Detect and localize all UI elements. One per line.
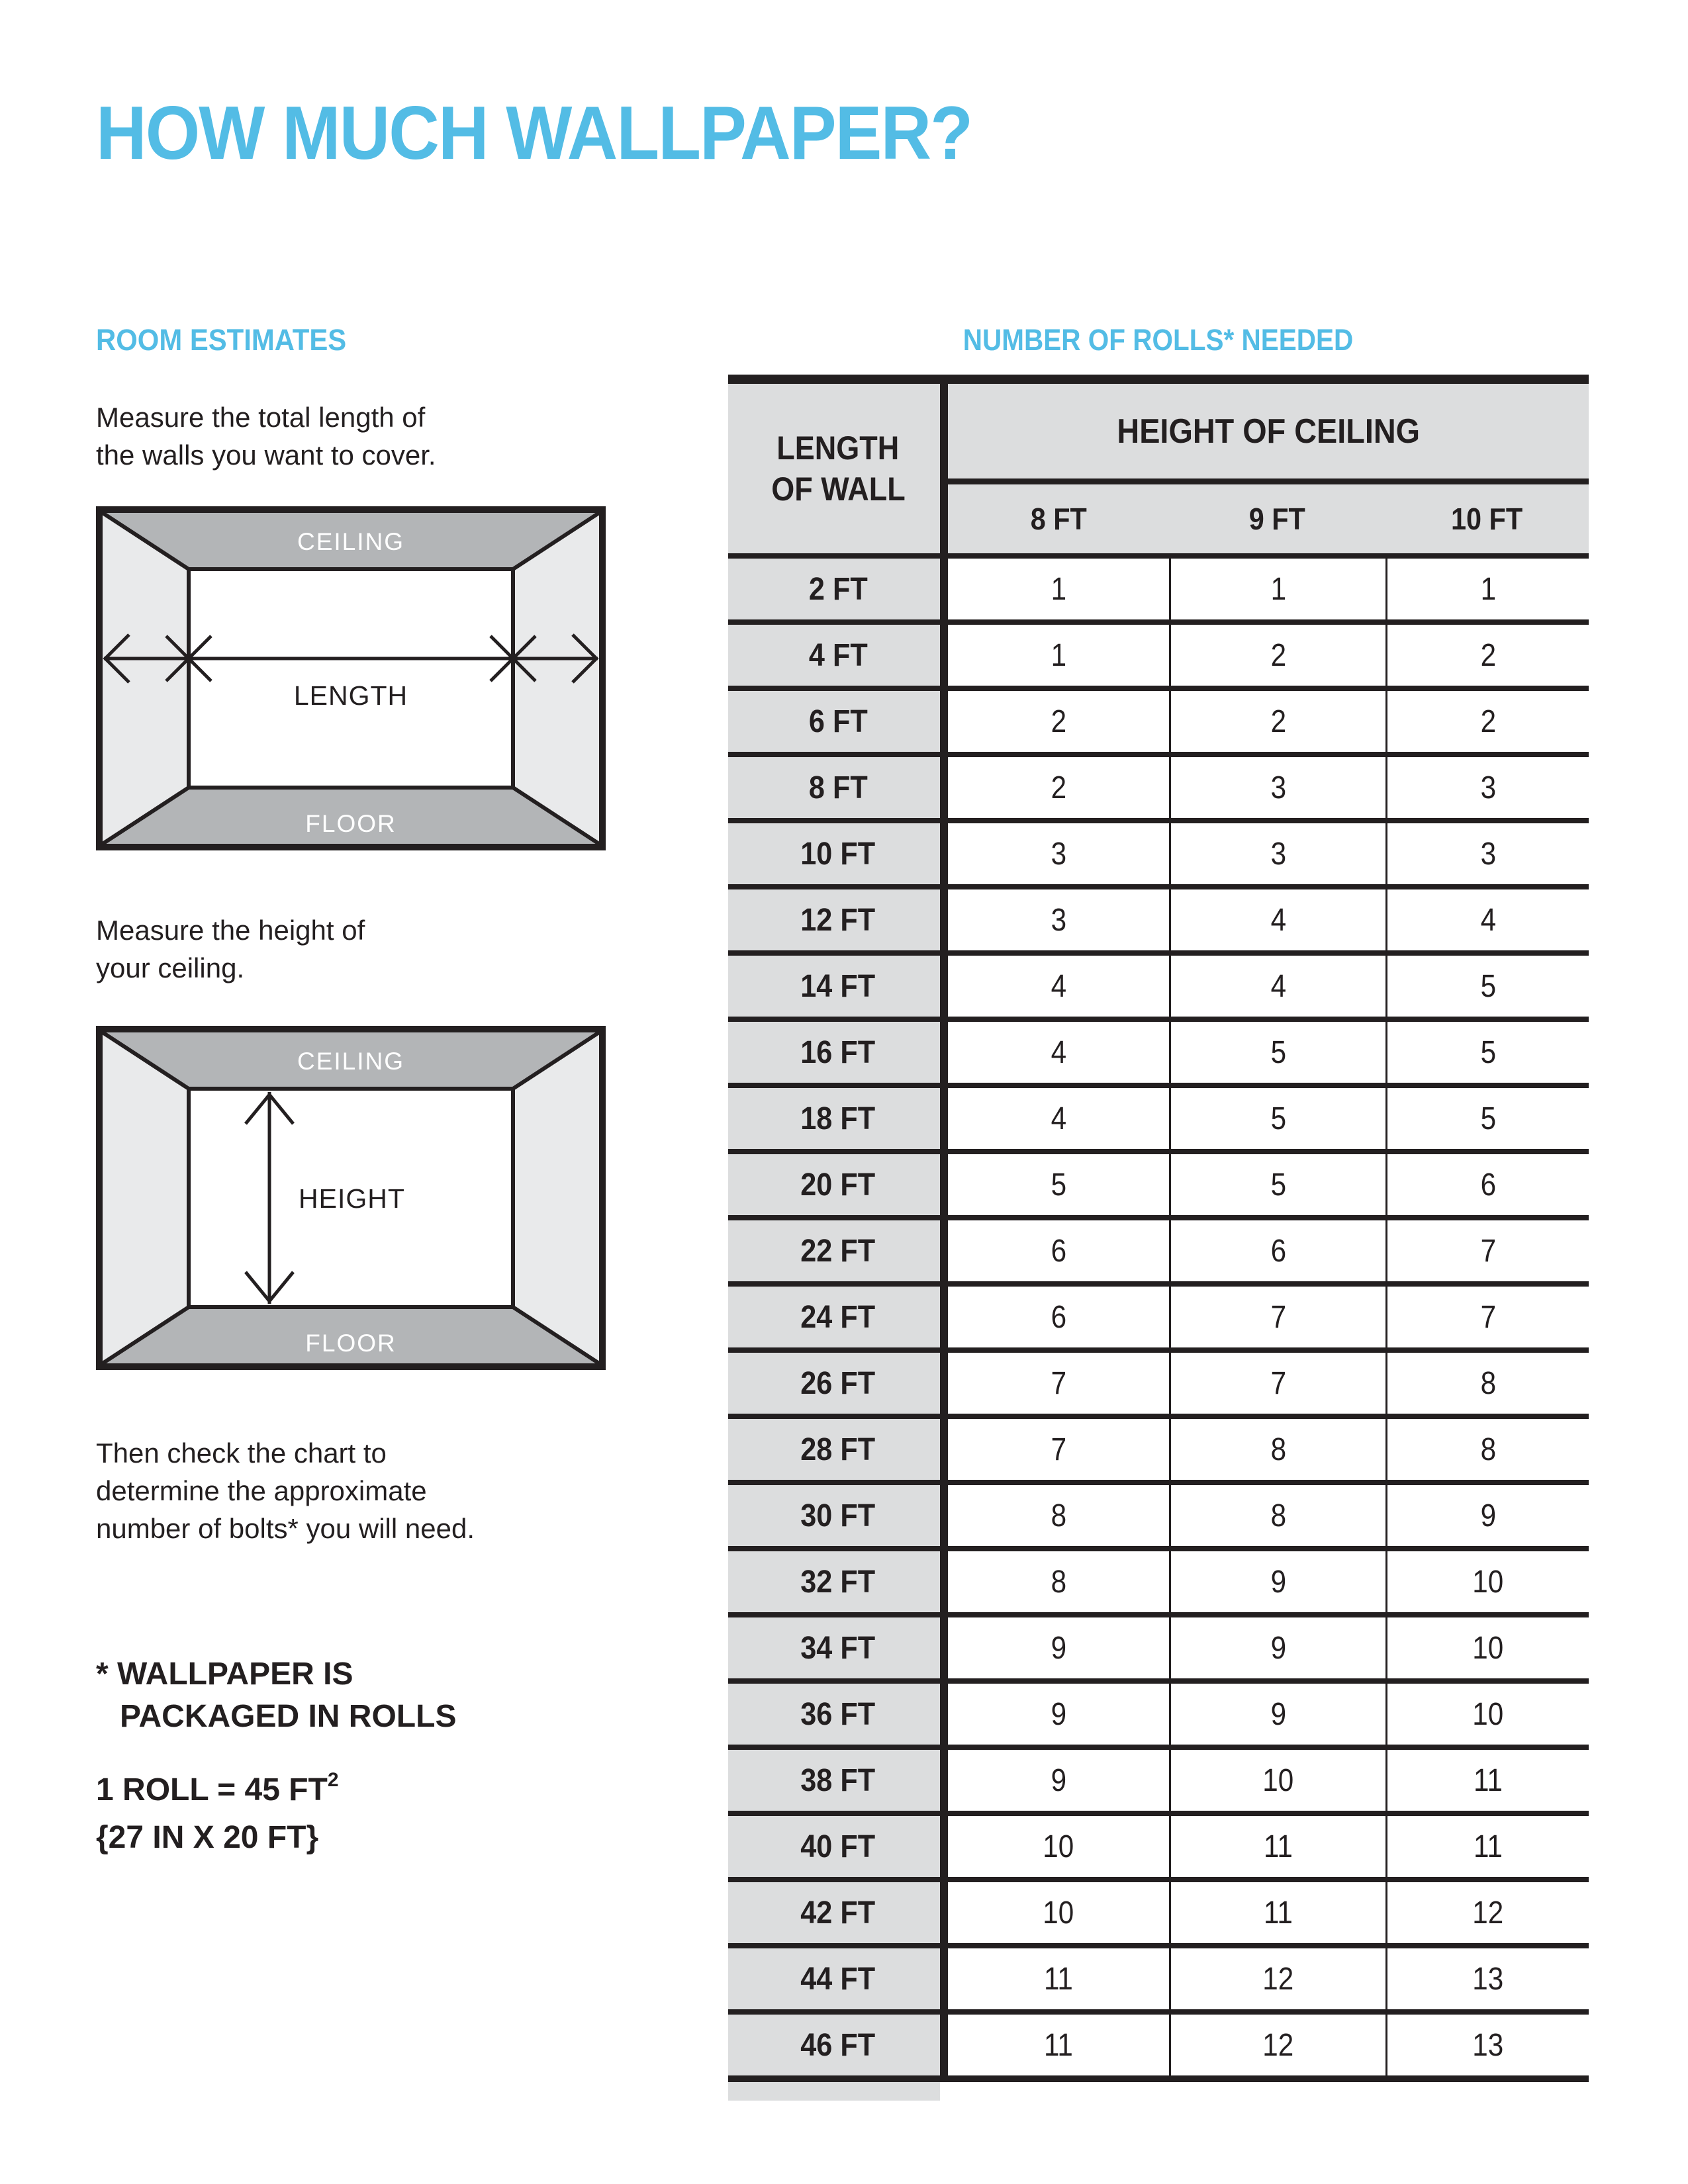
value-cell: 11 [948, 2015, 1169, 2075]
row-label-cell: 36 FT [728, 1684, 948, 1745]
value-cell: 2 [948, 691, 1169, 752]
height-measure-label: HEIGHT [299, 1183, 405, 1214]
height-of-ceiling-header [948, 384, 1589, 553]
value-cell: 5 [1385, 1022, 1589, 1083]
paragraph-line: Then check the chart to [96, 1437, 387, 1469]
value-cell: 11 [1385, 1750, 1589, 1811]
paragraph-line: determine the approximate [96, 1475, 427, 1506]
column-header-10ft [1385, 484, 1589, 553]
value-cell: 8 [1385, 1353, 1589, 1414]
value-cell: 5 [1169, 1154, 1385, 1215]
value-cell: 6 [1169, 1220, 1385, 1281]
column-divider-line [940, 384, 948, 2075]
row-label-cell: 46 FT [728, 2015, 948, 2075]
value-cell: 9 [948, 1750, 1169, 1811]
table-row [728, 1678, 1589, 1745]
value-cell: 10 [1385, 1551, 1589, 1612]
value-cell: 2 [1385, 625, 1589, 686]
row-label-cell: 18 FT [728, 1088, 948, 1149]
table-row [728, 1083, 1589, 1149]
column-header-8ft [948, 484, 1169, 553]
page-title [96, 90, 1038, 177]
room-height-diagram [96, 1026, 606, 1370]
value-cell: 4 [1169, 956, 1385, 1017]
row-label-cell: 14 FT [728, 956, 948, 1017]
table-row [728, 752, 1589, 818]
table-row [728, 619, 1589, 686]
value-cell: 11 [948, 1948, 1169, 2009]
value-cell: 13 [1385, 2015, 1589, 2075]
table-header [728, 384, 1589, 553]
value-cell: 5 [1385, 956, 1589, 1017]
value-cell: 10 [948, 1882, 1169, 1943]
row-label-cell: 22 FT [728, 1220, 948, 1281]
room-estimates-heading-text: ROOM ESTIMATES [96, 323, 347, 357]
value-cell: 4 [948, 1022, 1169, 1083]
value-cell: 2 [1169, 691, 1385, 752]
row-label-cell: 12 FT [728, 889, 948, 950]
paragraph-line: your ceiling. [96, 952, 245, 983]
value-cell: 7 [948, 1419, 1169, 1480]
value-cell: 3 [1169, 823, 1385, 884]
roll-dimensions: {27 IN X 20 FT} [96, 1820, 319, 1855]
page-title-text: HOW MUCH WALLPAPER? [96, 91, 972, 175]
value-cell: 12 [1169, 1948, 1385, 2009]
value-cell: 10 [1169, 1750, 1385, 1811]
row-label-cell: 4 FT [728, 625, 948, 686]
value-cell: 2 [948, 757, 1169, 818]
column-header-text: 8 FT [1030, 502, 1087, 536]
roll-equation-superscript: 2 [327, 1769, 339, 1791]
table-row [728, 818, 1589, 884]
value-cell: 7 [948, 1353, 1169, 1414]
room-estimates-heading [96, 323, 365, 357]
table-row [728, 1612, 1589, 1678]
value-cell: 4 [948, 1088, 1169, 1149]
value-cell: 1 [1169, 559, 1385, 619]
value-cell: 2 [1169, 625, 1385, 686]
table-row [728, 1480, 1589, 1546]
table-bottom-bar [728, 2075, 1589, 2082]
value-cell: 9 [1385, 1485, 1589, 1546]
value-cell: 1 [948, 625, 1169, 686]
table-top-bar [728, 375, 1589, 384]
value-cell: 3 [948, 889, 1169, 950]
ceiling-height-columns [948, 484, 1589, 553]
row-label-cell: 8 FT [728, 757, 948, 818]
value-cell: 6 [948, 1220, 1169, 1281]
paragraph-measure-length [96, 398, 436, 474]
row-label-cell: 10 FT [728, 823, 948, 884]
paragraph-line: number of bolts* you will need. [96, 1513, 475, 1544]
ceiling-label: CEILING [297, 528, 405, 555]
paragraph-line: Measure the height of [96, 915, 365, 946]
table-row [728, 1017, 1589, 1083]
row-label-cell: 44 FT [728, 1948, 948, 2009]
row-label-cell: 32 FT [728, 1551, 948, 1612]
value-cell: 9 [948, 1684, 1169, 1745]
height-of-ceiling-text: HEIGHT OF CEILING [1117, 412, 1420, 451]
value-cell: 3 [1169, 757, 1385, 818]
paragraph-check-chart [96, 1434, 475, 1547]
value-cell: 1 [1385, 559, 1589, 619]
value-cell: 3 [948, 823, 1169, 884]
table-row [728, 2009, 1589, 2075]
ceiling-label: CEILING [297, 1048, 405, 1075]
table-row [728, 1215, 1589, 1281]
column-header-text: 9 FT [1248, 502, 1306, 536]
value-cell: 7 [1385, 1220, 1589, 1281]
label-column-stub [728, 2082, 940, 2101]
row-label-cell: 20 FT [728, 1154, 948, 1215]
paragraph-measure-height [96, 911, 365, 987]
table-row [728, 1149, 1589, 1215]
value-cell: 10 [1385, 1684, 1589, 1745]
height-of-ceiling-group-label [948, 384, 1589, 484]
length-measure-label: LENGTH [293, 680, 408, 711]
row-label-cell: 26 FT [728, 1353, 948, 1414]
wallpaper-rolls-footnote [96, 1653, 456, 1738]
room-length-diagram [96, 506, 606, 850]
table-row [728, 1281, 1589, 1347]
value-cell: 7 [1169, 1287, 1385, 1347]
value-cell: 7 [1169, 1353, 1385, 1414]
table-row [728, 553, 1589, 619]
value-cell: 6 [1385, 1154, 1589, 1215]
value-cell: 10 [1385, 1617, 1589, 1678]
value-cell: 8 [948, 1485, 1169, 1546]
value-cell: 4 [1385, 889, 1589, 950]
value-cell: 5 [1169, 1022, 1385, 1083]
row-label-cell: 40 FT [728, 1816, 948, 1877]
row-label-cell: 34 FT [728, 1617, 948, 1678]
back-wall-face [189, 569, 513, 788]
footnote-line: * WALLPAPER IS [96, 1657, 353, 1692]
value-cell: 7 [1385, 1287, 1589, 1347]
table-row [728, 1943, 1589, 2009]
value-cell: 3 [1385, 757, 1589, 818]
value-cell: 9 [1169, 1684, 1385, 1745]
paragraph-line: the walls you want to cover. [96, 439, 436, 471]
table-row [728, 1877, 1589, 1943]
paragraph-line: Measure the total length of [96, 402, 426, 433]
column-header-text: 10 FT [1451, 502, 1523, 536]
row-label-cell: 6 FT [728, 691, 948, 752]
length-of-wall-line: LENGTH [776, 430, 900, 467]
value-cell: 12 [1385, 1882, 1589, 1943]
roll-size-info [96, 1759, 339, 1862]
length-of-wall-header [728, 384, 948, 553]
table-row [728, 1414, 1589, 1480]
table-row [728, 686, 1589, 752]
row-label-cell: 38 FT [728, 1750, 948, 1811]
value-cell: 11 [1169, 1816, 1385, 1877]
value-cell: 11 [1385, 1816, 1589, 1877]
value-cell: 4 [948, 956, 1169, 1017]
row-label-cell: 24 FT [728, 1287, 948, 1347]
value-cell: 9 [948, 1617, 1169, 1678]
row-label-cell: 28 FT [728, 1419, 948, 1480]
value-cell: 8 [1385, 1419, 1589, 1480]
row-label-cell: 30 FT [728, 1485, 948, 1546]
value-cell: 12 [1169, 2015, 1385, 2075]
value-cell: 8 [948, 1551, 1169, 1612]
value-cell: 11 [1169, 1882, 1385, 1943]
value-cell: 5 [1169, 1088, 1385, 1149]
table-row [728, 950, 1589, 1017]
footnote-line: PACKAGED IN ROLLS [120, 1699, 457, 1734]
value-cell: 5 [1385, 1088, 1589, 1149]
row-label-cell: 16 FT [728, 1022, 948, 1083]
value-cell: 4 [1169, 889, 1385, 950]
value-cell: 13 [1385, 1948, 1589, 2009]
rolls-needed-heading [728, 323, 1589, 357]
table-row [728, 1745, 1589, 1811]
column-header-9ft [1169, 484, 1385, 553]
table-row [728, 884, 1589, 950]
value-cell: 1 [948, 559, 1169, 619]
length-of-wall-line: OF WALL [771, 471, 906, 508]
value-cell: 2 [1385, 691, 1589, 752]
floor-label: FLOOR [305, 810, 397, 837]
value-cell: 6 [948, 1287, 1169, 1347]
floor-label: FLOOR [305, 1330, 397, 1357]
value-cell: 9 [1169, 1551, 1385, 1612]
roll-equation [96, 1759, 339, 1814]
rolls-needed-heading-text: NUMBER OF ROLLS* NEEDED [963, 323, 1354, 357]
roll-equation-text: 1 ROLL = 45 FT [96, 1772, 328, 1807]
table-row [728, 1546, 1589, 1612]
row-label-cell: 42 FT [728, 1882, 948, 1943]
value-cell: 9 [1169, 1617, 1385, 1678]
value-cell: 3 [1385, 823, 1589, 884]
value-cell: 8 [1169, 1419, 1385, 1480]
value-cell: 5 [948, 1154, 1169, 1215]
rolls-table [728, 375, 1589, 2101]
value-cell: 10 [948, 1816, 1169, 1877]
table-rows [728, 553, 1589, 2075]
table-row [728, 1811, 1589, 1877]
table-row [728, 1347, 1589, 1414]
value-cell: 8 [1169, 1485, 1385, 1546]
row-label-cell: 2 FT [728, 559, 948, 619]
